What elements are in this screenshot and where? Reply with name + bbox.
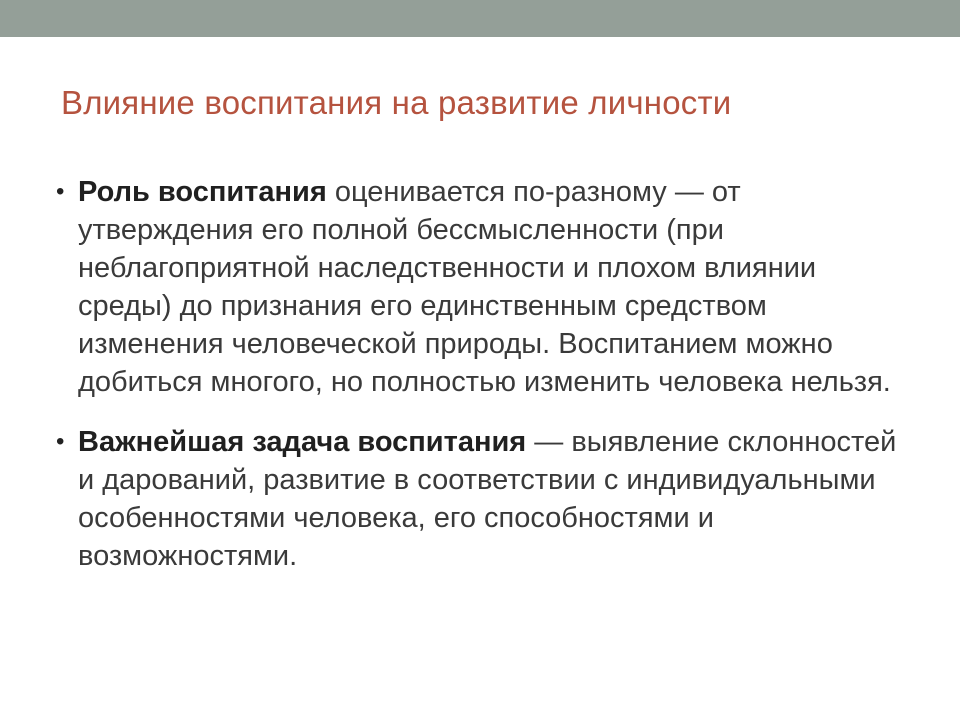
bullet-text (78, 173, 916, 401)
bullet-list (56, 173, 916, 575)
bullet-text (78, 423, 916, 575)
bullet-bold-lead: Роль воспитания (78, 176, 327, 208)
slide-title: Влияние воспитания на развитие личности (61, 84, 732, 121)
bullet-body: оценивается по-разному — от утверждения его полной бессмысленности (при неблагоприятной наследственности и плохом влиянии среды) до признания его единственным средством изменения человеческой природы. Воспитанием можно добиться многого, но полностью изменить человека нельзя. (78, 176, 891, 398)
top-band (0, 0, 960, 37)
bullet-body: — выявление склонностей и дарований, развитие в соответствии с индивидуальными особенностями человека, его способностями и возможностями. (78, 426, 897, 572)
bullet-marker: • (56, 178, 65, 205)
bullet-marker: • (56, 428, 65, 455)
bullet-bold-lead: Важнейшая задача воспитания (78, 426, 527, 458)
bullet-item (56, 423, 916, 575)
bullet-item (56, 173, 916, 401)
